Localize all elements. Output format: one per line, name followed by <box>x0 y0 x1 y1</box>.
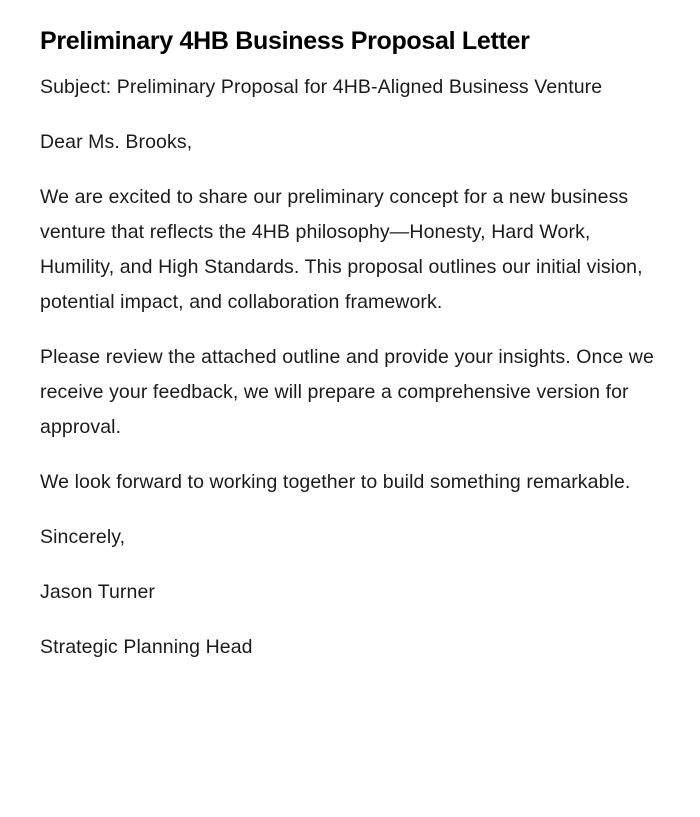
letter-body-paragraph-intro: We are excited to share our preliminary concept for a new business venture that reflects the 4HB philosophy—Honesty, Hard Work, Humility, and High Standards. This proposal outlines our initial vision, potential impact, and collaboration framework. <box>40 185 643 314</box>
signer-title: Strategic Planning Head <box>40 635 253 658</box>
letter-salutation: Dear Ms. Brooks, <box>40 130 193 153</box>
signer-name: Jason Turner <box>40 580 156 603</box>
letter-title: Preliminary 4HB Business Proposal Letter <box>40 27 530 55</box>
letter-body-paragraph-closing-remark: We look forward to working together to build something remarkable. <box>40 471 631 494</box>
letter-closing: Sincerely, <box>40 526 126 548</box>
letter-subject: Subject: Preliminary Proposal for 4HB-Aligned Business Venture <box>40 76 603 98</box>
letter-body-paragraph-request: Please review the attached outline and provide your insights. Once we receive your feedback, we will prepare a comprehensive version for approval. <box>40 346 654 439</box>
